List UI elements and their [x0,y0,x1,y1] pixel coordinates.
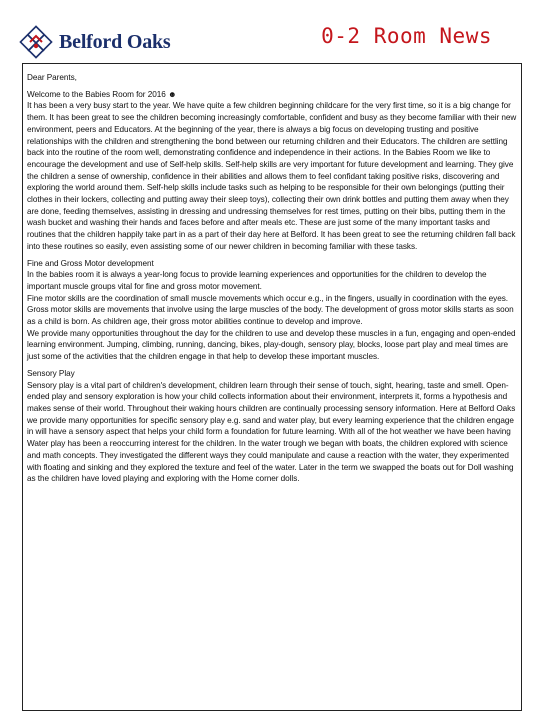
motor-paragraph-2: Fine motor skills are the coordination of small muscle movements which occur e.g., in the fingers, usually in coordination with the eyes. [27,293,508,303]
newsletter-body [27,72,517,485]
sensory-paragraph: Sensory play is a vital part of children's development, children learn through their sense of touch, sight, hearing, taste and smell. Open-ended play and sensory exploration is how your child collects information about their environment, interprets it, forms a hypothesis and makes sense of their world. Throughout their waking hours children are continually processing sensory information. Here at Belford Oaks we provide many opportunities for specific sensory play e.g. sand and water play, but every learning experience that the children engage in will have a sensory aspect that helps your child form a foundation for future learning. With all of the hot weather we have been having Water play has been a reoccurring interest for the children. In the water trough we began with boats, the children explored with science and math concepts. They investigated the different ways they could manipulate and cause a reaction with the water, they experimented with floating and sinking and they explored the texture and feel of the water. Later in the term we swapped the boats out for Doll washing as the children have loved playing and exploring with the Home corner dolls. [27,380,516,484]
belford-oaks-logo [16,22,171,62]
welcome-paragraph: It has been a very busy start to the year. We have quite a few children beginning childcare for the very first time, so it is a big change for them. It has been great to see the children becoming increasingly comfortable, confident and busy as they become familiar with their new environment, peers and Educators. At the beginning of the year, there is always a big focus on developing trusting and positive relationships with the children and strengthening the bond between our returning children and their Educators. The children are settling back into the routine of the room well, demonstrating confidence and independence in their actions. In the Babies Room we like to encourage the development and use of Self-help skills. Self-help skills are very important for future development and learning. They give the children a sense of ownership, confidence in their abilities and allows them to feel confidant taking positive risks, discovering and exploring the world around them. Self-help skills include tasks such as helping to be responsible for their own belongings (putting their clothes in their lockers, collecting and putting away their sleep toys), collecting their own drink bottles and putting them away when they are done, feeding themselves, assisting in dressing and undressing themselves for rest times, putting on their bibs, putting them in the wash bucket and washing their hands and faces before and after meals etc. These are just some of the many important tasks and routines that the children happily take part in as a part of their day here at Belford. It has been great to see the returning children fall back into these routines so easily, even assisting some of our newer children in becoming familiar with these tasks. [27,101,517,251]
logo-text: Belford Oaks [59,30,171,53]
motor-paragraph-4: We provide many opportunities throughout the day for the children to use and develop these muscles in a fun, engaging and open-ended learning environment. Jumping, climbing, running, dancing, bikes, play-dough, sensory play, blocks, loose part play and meal times are just some of the activities that the children engage in that help to develop these important muscles. [27,328,516,362]
welcome-heading: Welcome to the Babies Room for 2016 ☻ [27,89,177,99]
salutation: Dear Parents, [27,73,77,82]
page-header [0,0,540,66]
sensory-heading: Sensory Play [27,368,75,378]
belford-oaks-logo-icon [16,22,56,62]
motor-paragraph-1: In the babies room it is always a year-long focus to provide learning experiences and opportunities for the children to develop the important muscle groups vital for fine and gross motor movement. [27,270,487,291]
motor-paragraph-3: Gross motor skills are movements that involve using the large muscles of the body. The development of gross motor skills starts as soon as a child is born. As children age, their gross motor abilities continue to develop and improve. [27,305,514,327]
page-title: 0-2 Room News [321,24,492,48]
motor-heading: Fine and Gross Motor development [27,258,154,268]
